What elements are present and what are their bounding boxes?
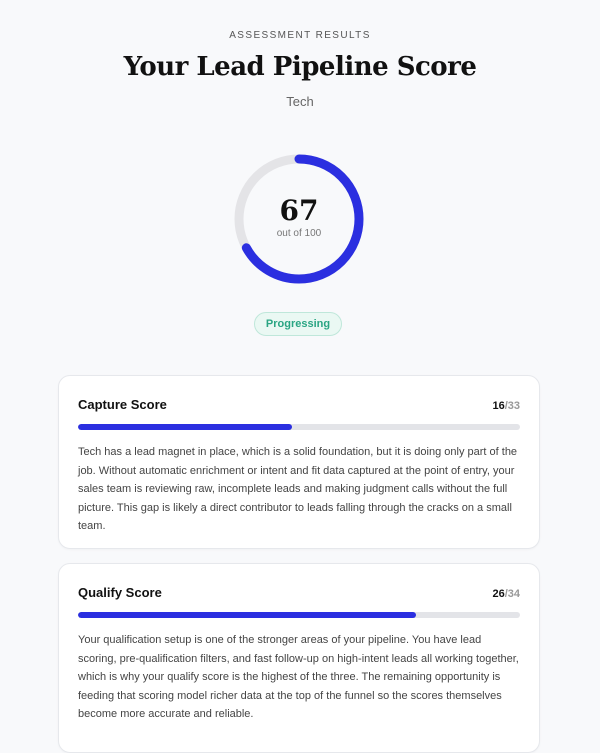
score-value: 26 xyxy=(492,588,505,600)
card-description: Your qualification setup is one of the stronger areas of your pipeline. You have lead scoring, pre-qualification filters, and fast follow-up on high-intent leads all working together, which is why your qualify score is the highest of the three. The remaining opportunity is feeding that scoring model richer data at the top of the funnel so the scores themselves become more accurate and reliable. xyxy=(78,634,519,720)
score-max: /33 xyxy=(504,400,520,412)
progress-fill xyxy=(78,424,292,430)
score-max-label: out of 100 xyxy=(276,228,322,239)
page-title: Your Lead Pipeline Score xyxy=(123,52,477,82)
score-max: /34 xyxy=(504,588,520,600)
card-score xyxy=(492,588,520,600)
progress-fill xyxy=(78,612,416,618)
capture-score-card xyxy=(58,375,540,549)
assessment-eyebrow: ASSESSMENT RESULTS xyxy=(229,30,371,41)
progress-bar xyxy=(78,424,520,430)
card-title: Capture Score xyxy=(78,397,167,412)
card-title: Qualify Score xyxy=(78,585,162,600)
score-value: 67 xyxy=(279,194,319,227)
qualify-score-card xyxy=(58,563,540,753)
card-score xyxy=(492,400,520,412)
score-value: 16 xyxy=(492,400,505,412)
status-badge: Progressing xyxy=(254,312,342,336)
score-gauge xyxy=(230,150,368,288)
progress-bar xyxy=(78,612,520,618)
company-name: Tech xyxy=(286,94,314,109)
card-description: Tech has a lead magnet in place, which is a solid foundation, but it is doing only part of the job. Without automatic enrichment or intent and fit data captured at the point of entry, your sales team is reviewing raw, incomplete leads and making judgment calls without the full picture. This gap is likely a direct contributor to leads falling through the cracks on a small team. xyxy=(78,446,518,532)
